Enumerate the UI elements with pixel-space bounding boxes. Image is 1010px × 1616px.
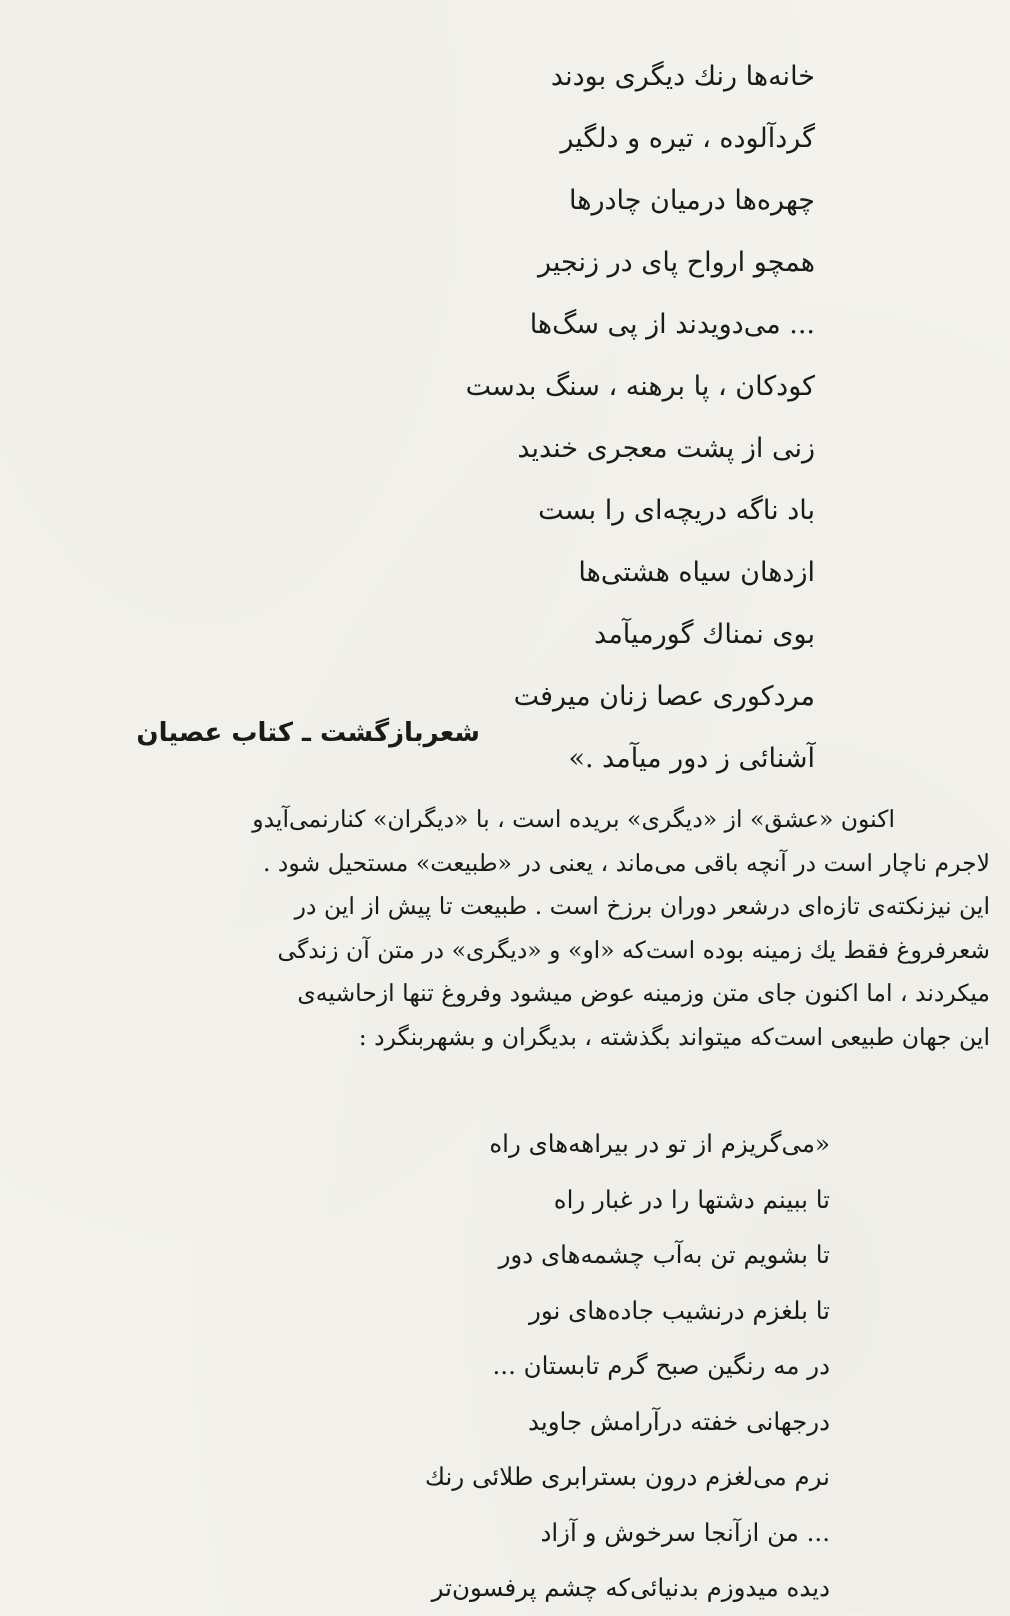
prose-line: شعرفروغ فقط يك زمينه بوده است‌كه «او» و «ديگری» در متن آن زندگی bbox=[277, 935, 990, 964]
poem-line: بوی نمناك گورميآمد bbox=[594, 619, 815, 650]
prose-line: اين جهان طبيعی است‌كه ميتواند بگذشته ، بديگران و بشهربنگرد : bbox=[358, 1022, 990, 1051]
poem-line: ... می‌دويدند از پی سگ‌ها bbox=[529, 309, 815, 340]
poem-line: ازدهان سياه هشتی‌ها bbox=[578, 557, 815, 588]
prose-line: اكنون «عشق» از «ديگری» بريده است ، با «ديگران» كنارنمی‌آيدو bbox=[252, 805, 895, 833]
poem-line: گردآلوده ، تيره و دلگير bbox=[560, 123, 815, 154]
prose-line: ميكردند ، اما اكنون جای متن وزمينه عوض ميشود وفروغ تنها ازحاشيه‌ی bbox=[297, 979, 990, 1007]
poem-line: مردكوری عصا زنان ميرفت bbox=[513, 681, 815, 712]
poem-line: باد ناگه دريچه‌ای را بست bbox=[538, 495, 815, 526]
poem-line: تا بلغزم درنشيب جاده‌های نور bbox=[529, 1295, 830, 1325]
poem-line: آشنائی ز دور ميآمد .» bbox=[568, 743, 815, 774]
poem-line: كودكان ، پا برهنه ، سنگ بدست bbox=[465, 371, 815, 402]
poem-stanza-top bbox=[466, 46, 815, 790]
poem-line: درجهانی خفته درآرامش جاويد bbox=[528, 1406, 830, 1436]
poem-line: نرم می‌لغزم درون بسترابری طلائی رنك bbox=[424, 1462, 830, 1491]
prose-paragraph bbox=[52, 798, 990, 1059]
poem-line: همچو ارواح پای در زنجير bbox=[537, 247, 815, 278]
poem-line: تا بشويم تن به‌آب چشمه‌های دور bbox=[498, 1240, 830, 1269]
prose-line: اين نيزنكته‌ی تازه‌ای درشعر دوران برزخ است . طبيعت تا پيش از اين در bbox=[294, 892, 990, 920]
prose-line: لاجرم ناچار است در آنچه باقی می‌ماند ، يعنی در «طبيعت» مستحيل شود . bbox=[262, 848, 990, 877]
poem-line: «می‌گريزم از تو در بيراهه‌های راه bbox=[489, 1129, 830, 1158]
poem-line: در مه رنگين صبح گرم تابستان ... bbox=[492, 1351, 830, 1380]
poem-line: ديده ميدوزم بدنيائی‌كه چشم پرفسون‌تر bbox=[431, 1573, 830, 1602]
poem-line: ... من ازآنجا سرخوش و آزاد bbox=[540, 1517, 830, 1547]
poem-stanza-bottom bbox=[425, 1116, 830, 1616]
poem-line: خانه‌ها رنك ديگری بودند bbox=[550, 61, 815, 92]
section-heading: شعربازگشت ـ كتاب عصيان bbox=[136, 718, 480, 748]
poem-line: تا ببينم دشتها را در غبار راه bbox=[553, 1184, 830, 1214]
poem-line: چهره‌ها درميان چادرها bbox=[569, 185, 815, 216]
poem-line: زنی از پشت معجری خنديد bbox=[517, 433, 815, 464]
